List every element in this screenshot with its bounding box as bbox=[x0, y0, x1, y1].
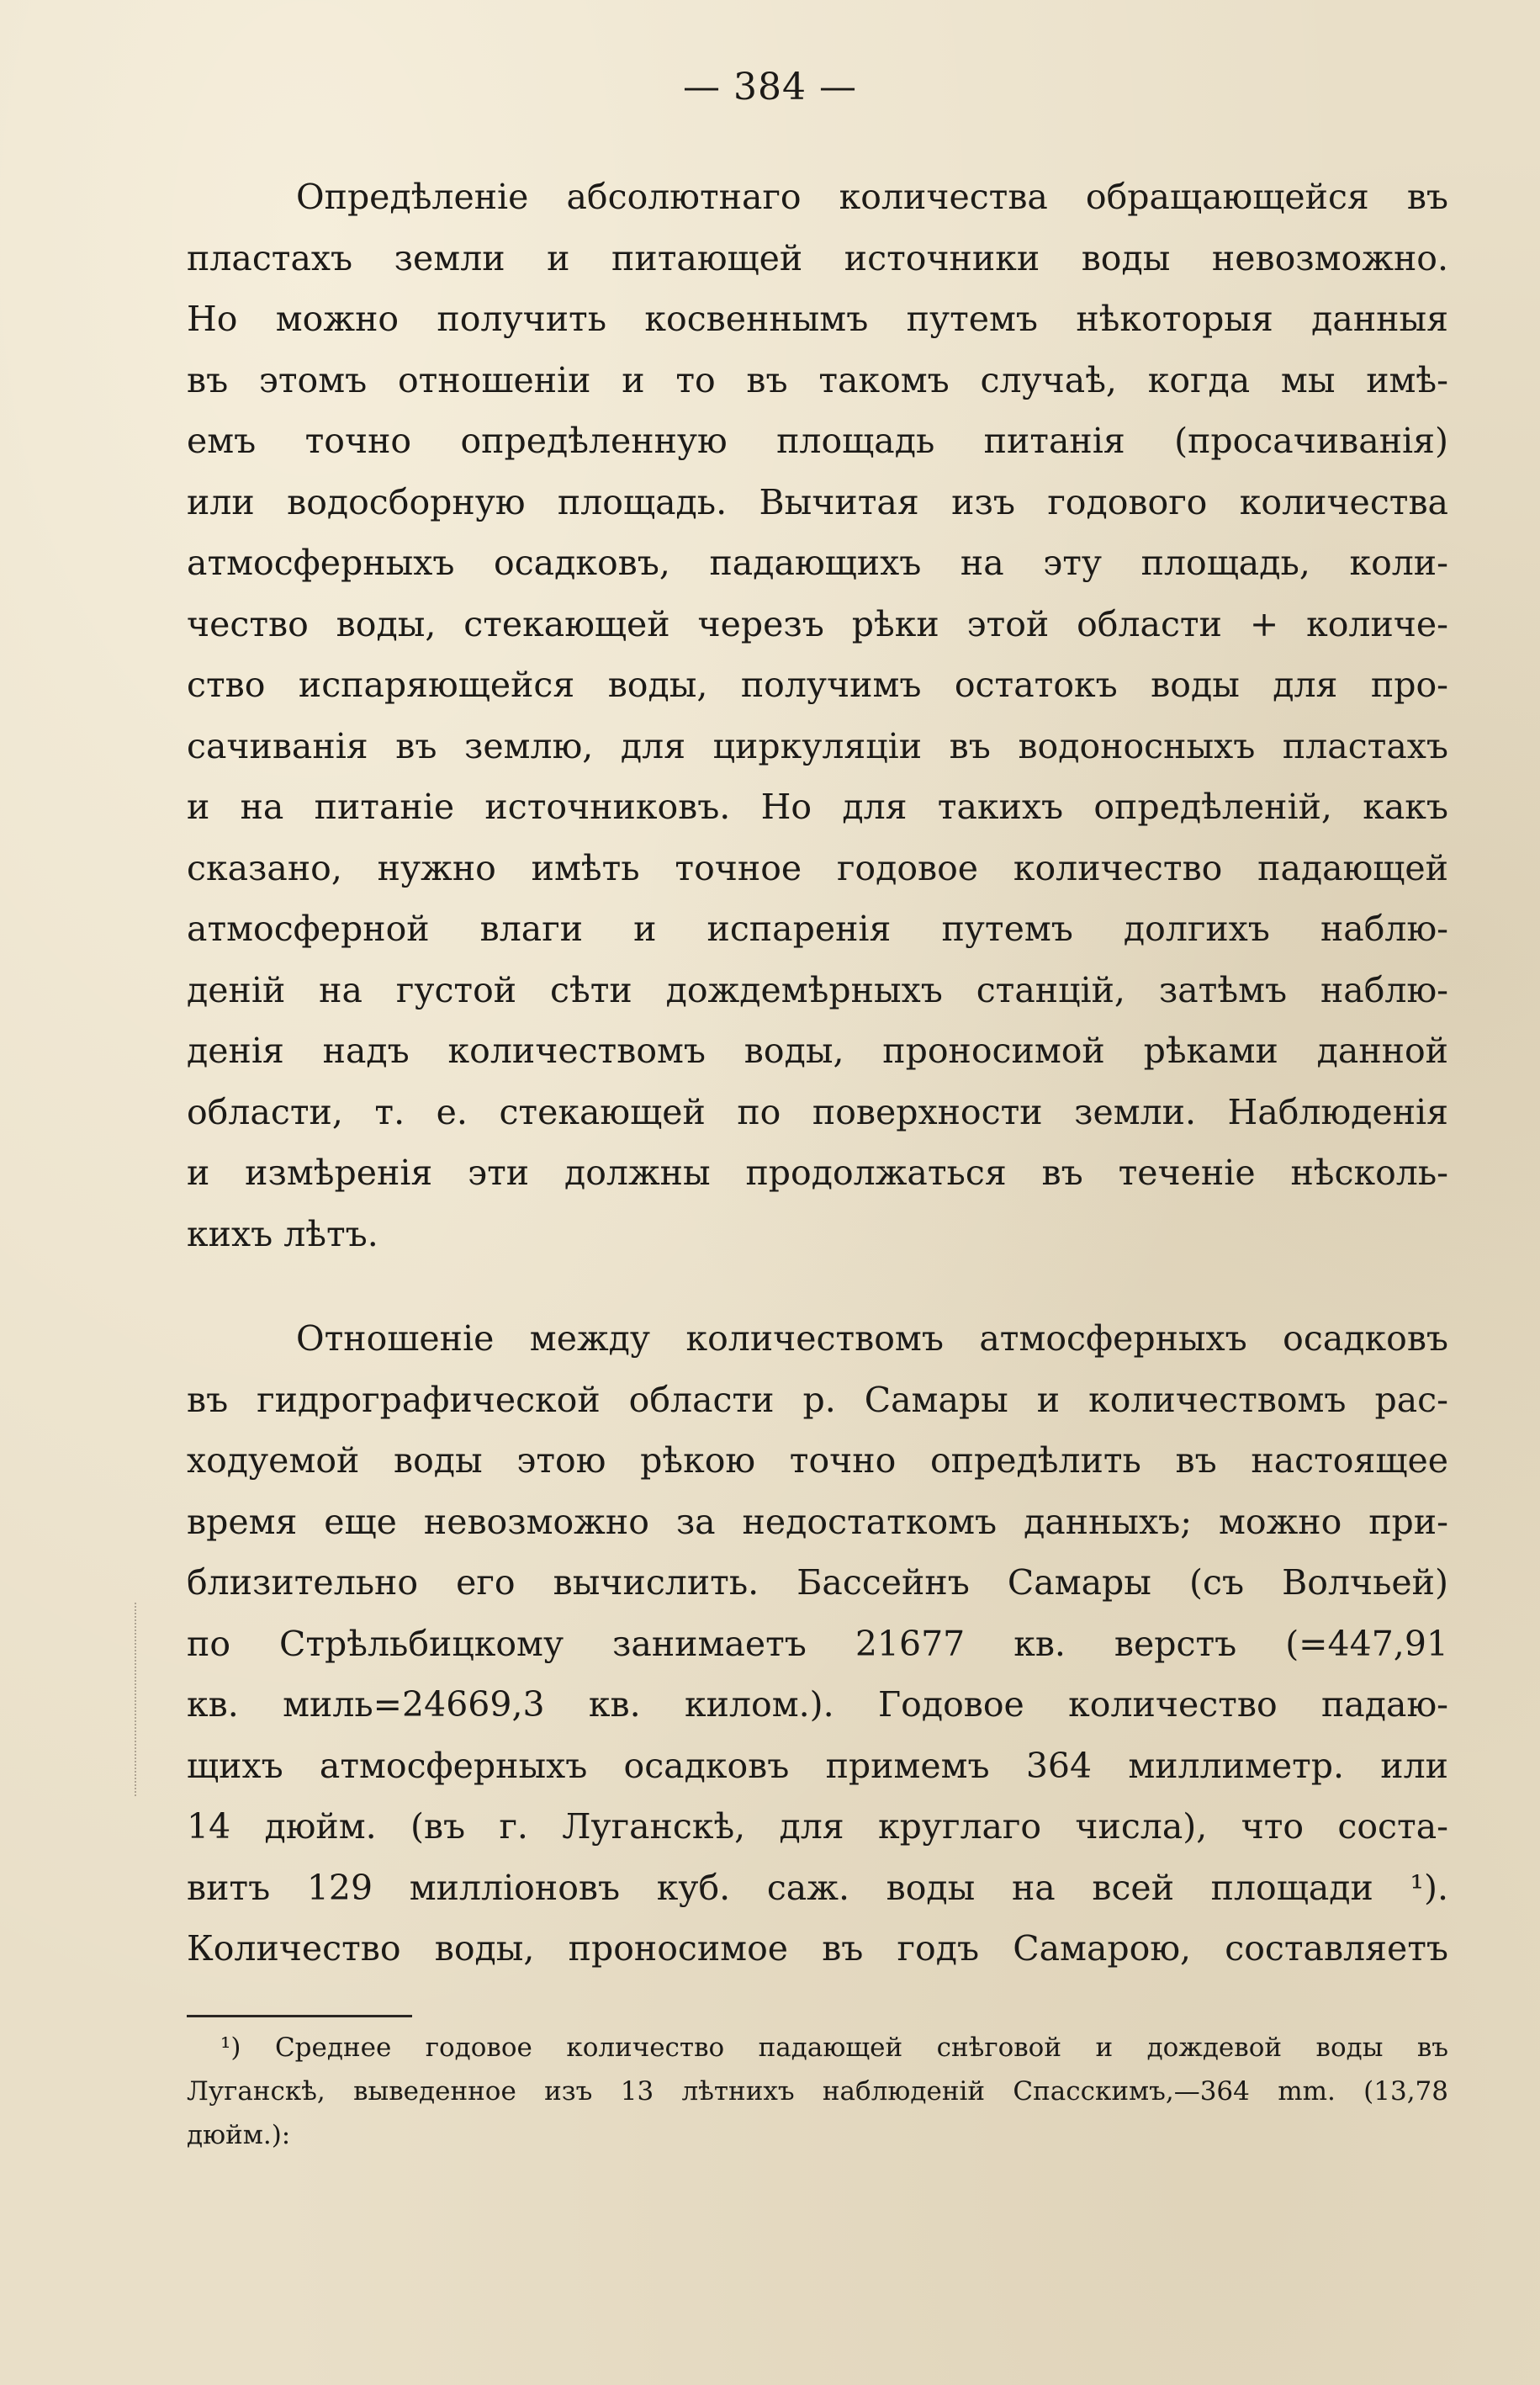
text-line: Опредѣленіе абсолютнаго количества обращающейся въ bbox=[296, 177, 1448, 217]
text-line: и на питаніе источниковъ. Но для такихъ опредѣленій, какъ bbox=[187, 787, 1448, 827]
text-line: или водосборную площадь. Вычитая изъ годового количества bbox=[187, 481, 1448, 522]
text-line: въ гидрографической области р. Самары и количествомъ рас- bbox=[187, 1379, 1448, 1420]
paragraph-1 bbox=[187, 167, 1448, 1264]
text-line: и измѣренія эти должны продолжаться въ теченіе нѣсколь- bbox=[187, 1153, 1448, 1193]
text-line: атмосферныхъ осадковъ, падающихъ на эту площадь, коли- bbox=[187, 543, 1448, 583]
footnote-line: Луганскѣ, выведенное изъ 13 лѣтнихъ наблюденій Спасскимъ,—364 mm. (13,78 bbox=[187, 2076, 1448, 2107]
text-line: атмосферной влаги и испаренія путемъ долгихъ наблю- bbox=[187, 909, 1448, 949]
text-line: емъ точно опредѣленную площадь питанія (просачиванія) bbox=[187, 421, 1448, 461]
body-text bbox=[187, 167, 1448, 1980]
text-line: сказано, нужно имѣть точное годовое количество падающей bbox=[187, 847, 1448, 888]
text-line: витъ 129 милліоновъ куб. саж. воды на всей площади ¹). bbox=[187, 1867, 1448, 1908]
text-line: денія надъ количествомъ воды, проносимой рѣками данной bbox=[187, 1031, 1448, 1071]
text-line: чество воды, стекающей черезъ рѣки этой области + количе- bbox=[187, 603, 1448, 644]
paragraph-2 bbox=[187, 1308, 1448, 1980]
text-line: области, т. е. стекающей по поверхности земли. Наблюденія bbox=[187, 1091, 1448, 1132]
footnote-line: дюйм.): bbox=[187, 2120, 291, 2150]
text-line: Количество воды, проносимое въ годъ Самарою, составляетъ bbox=[187, 1928, 1448, 1969]
text-line: ходуемой воды этою рѣкою точно опредѣлить въ настоящее bbox=[187, 1440, 1448, 1481]
text-line: пластахъ земли и питающей источники воды невозможно. bbox=[187, 237, 1448, 278]
footnote-line: ¹) Среднее годовое количество падающей снѣговой и дождевой воды въ bbox=[220, 2033, 1448, 2063]
text-line: Но можно получить косвеннымъ путемъ нѣкоторыя данныя bbox=[187, 299, 1448, 339]
text-line: кихъ лѣтъ. bbox=[187, 1213, 378, 1254]
text-line: деній на густой сѣти дождемѣрныхъ станцій, затѣмъ наблю- bbox=[187, 969, 1448, 1010]
margin-pencil-marks bbox=[135, 1603, 143, 1796]
paragraph-gap bbox=[187, 1264, 1448, 1308]
text-line: кв. миль=24669,3 кв. килом.). Годовое количество падаю- bbox=[187, 1684, 1448, 1725]
footnote bbox=[187, 2026, 1448, 2157]
text-line: время еще невозможно за недостаткомъ данныхъ; можно при- bbox=[187, 1501, 1448, 1542]
text-line: сачиванія въ землю, для циркуляціи въ водоносныхъ пластахъ bbox=[187, 725, 1448, 766]
text-line: близительно его вычислить. Бассейнъ Самары (съ Волчьей) bbox=[187, 1562, 1448, 1603]
text-line: по Стрѣльбицкому занимаетъ 21677 кв. верстъ (=447,91 bbox=[187, 1623, 1448, 1664]
text-line: щихъ атмосферныхъ осадковъ примемъ 364 миллиметр. или bbox=[187, 1745, 1448, 1786]
text-line: Отношеніе между количествомъ атмосферныхъ осадковъ bbox=[296, 1318, 1448, 1359]
footnote-divider bbox=[187, 2015, 412, 2017]
text-line: въ этомъ отношеніи и то въ такомъ случаѣ, когда мы имѣ- bbox=[187, 359, 1448, 400]
text-line: ство испаряющейся воды, получимъ остатокъ воды для про- bbox=[187, 665, 1448, 705]
page-number: — 384 — bbox=[683, 66, 857, 109]
text-line: 14 дюйм. (въ г. Луганскѣ, для круглаго числа), что соста- bbox=[187, 1806, 1448, 1847]
